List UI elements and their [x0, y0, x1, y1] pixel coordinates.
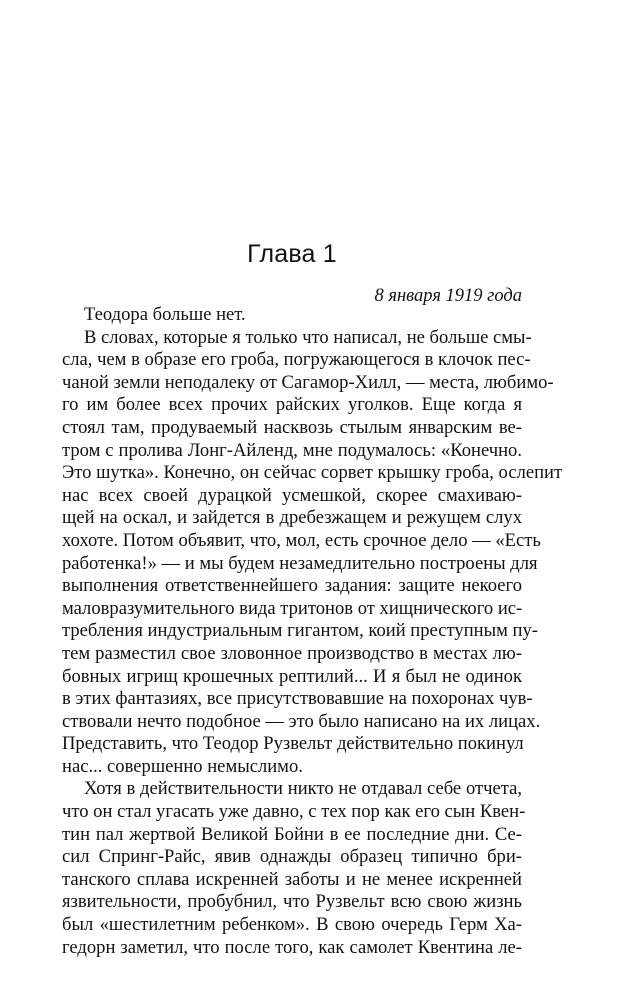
text-line: тин пал жертвой Великой Бойни в ее последние дни. Се- [62, 823, 522, 845]
text-line: го им более всех прочих райских уголков. Еще когда я [62, 394, 522, 416]
text-line: требления индустриальным гигантом, коий преступным пу- [62, 620, 538, 642]
text-line: был «шестилетним ребенком». В свою очередь Герм Ха- [62, 914, 522, 936]
chapter-text [62, 304, 563, 959]
text-line: Это шутка». Конечно, он сейчас сорвет крышку гроба, ослепит [62, 462, 563, 484]
text-line: Представить, что Теодор Рузвельт действительно покинул [62, 733, 524, 755]
text-line: В словах, которые я только что написал, не больше смы- [84, 326, 532, 348]
text-line: что он стал угасать уже давно, с тех пор как его сын Квен- [62, 801, 526, 823]
text-line: стоял там, продуваемый насквозь стылым январским ве- [62, 416, 522, 438]
book-page [62, 0, 563, 1000]
text-line: Теодора больше нет. [84, 304, 246, 325]
text-line: выполнения ответственнейшего задания: защите некоего [62, 575, 522, 597]
text-line: тем разместил свое зловонное производство в местах лю- [62, 642, 522, 664]
text-line: танского сплава искренней заботы и не менее искренней [62, 868, 522, 890]
text-line: Хотя в действительности никто не отдавал себе отчета, [84, 778, 522, 800]
text-line: сла, чем в образе его гроба, погружающегося в клочок пес- [62, 349, 531, 371]
text-line: работенка!» — и мы будем незамедлительно построены для [62, 552, 538, 574]
text-line: хохоте. Потом объявит, что, мол, есть срочное дело — «Есть [62, 529, 541, 551]
text-line: в этих фантазиях, все присутствовавшие на похоронах чув- [62, 688, 533, 710]
text-line: бовных игрищ крошечных рептилий... И я был не одинок [62, 665, 522, 687]
text-line: гедорн заметил, что после того, как самолет Квентина ле- [62, 936, 522, 958]
text-line: чаной земли неподалеку от Сагамор-Хилл, — места, любимо- [62, 371, 554, 393]
text-line: маловразумительного вида тритонов от хищнического ис- [62, 597, 523, 619]
chapter-date: 8 января 1919 года [374, 286, 522, 306]
text-line: ствовали нечто подобное — это было написано на их лицах. [62, 710, 541, 732]
text-line: тром с пролива Лонг-Айленд, мне подумалось: «Конечно. [62, 439, 522, 461]
text-line: язвительности, пробубнил, что Рузвельт всю свою жизнь [62, 891, 522, 913]
text-line: сил Спринг-Райс, явив однажды образец типично бри- [62, 846, 522, 868]
text-line: нас всех своей дурацкой усмешкой, скорее смахиваю- [62, 484, 522, 506]
text-line: нас... совершенно немыслимо. [62, 755, 303, 777]
text-line: щей на оскал, и зайдется в дребезжащем и режущем слух [62, 507, 522, 529]
chapter-title: Глава 1 [247, 240, 337, 268]
